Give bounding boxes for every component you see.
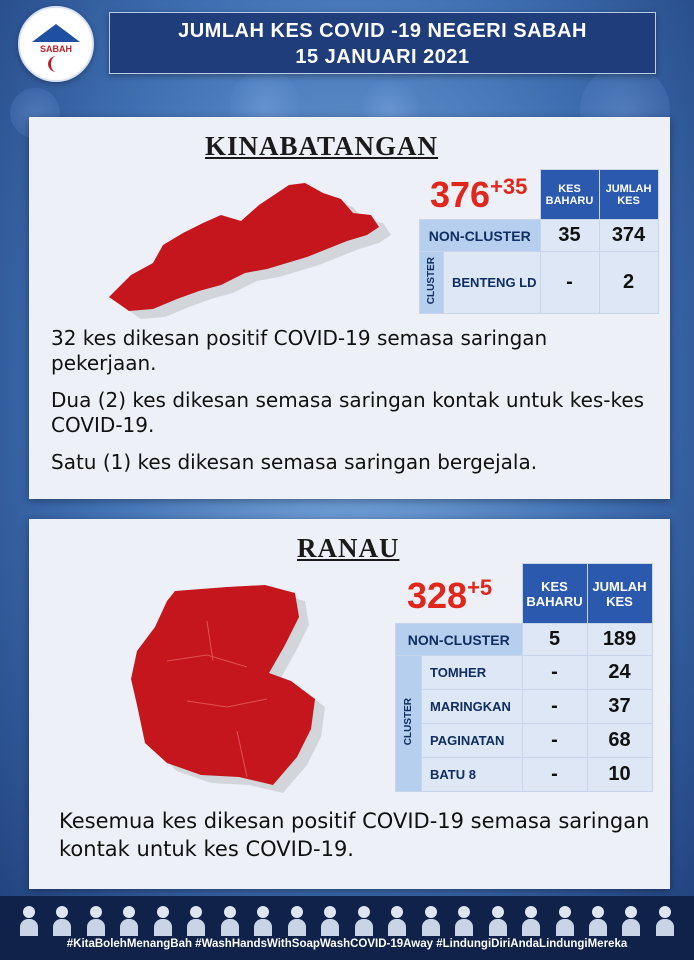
cluster-label: CLUSTER	[420, 252, 444, 314]
cluster-total: 2	[599, 252, 658, 314]
cluster-new: -	[522, 690, 587, 724]
sabah-health-logo	[18, 6, 94, 82]
cluster-name: BATU 8	[422, 758, 523, 792]
note-text: 32 kes dikesan positif COVID-19 semasa saringan pekerjaan.	[51, 326, 548, 375]
cluster-name: PAGINATAN	[422, 724, 523, 758]
person-icon	[589, 906, 607, 936]
page-title-banner	[109, 12, 656, 74]
hashtags: #KitaBolehMenangBah #WashHandsWithSoapWashCOVID-19Away #LindungiDiriAndaLindungiMereka	[66, 938, 628, 950]
kinabatangan-map	[91, 175, 391, 325]
case-table	[419, 169, 659, 314]
cluster-name: BENTENG LD	[444, 252, 541, 314]
person-icon	[489, 906, 507, 936]
person-icon	[656, 906, 674, 936]
district-title: RANAU	[297, 533, 400, 563]
person-icon	[422, 906, 440, 936]
cluster-name: TOMHER	[422, 656, 523, 690]
kinabatangan-panel	[29, 117, 670, 499]
person-icon	[53, 906, 71, 936]
note-text: Kesemua kes dikesan positif COVID-19 semasa saringan kontak untuk kes COVID-19.	[59, 809, 650, 861]
person-icon	[254, 906, 272, 936]
non-cluster-label: NON-CLUSTER	[396, 624, 523, 656]
new-count: +5	[467, 575, 493, 600]
person-icon	[556, 906, 574, 936]
district-title: KINABATANGAN	[205, 131, 439, 161]
non-cluster-label: NON-CLUSTER	[420, 220, 541, 252]
cluster-total: 24	[587, 656, 652, 690]
person-icon	[221, 906, 239, 936]
cluster-total: 10	[587, 758, 652, 792]
person-icon	[20, 906, 38, 936]
person-icon	[388, 906, 406, 936]
non-cluster-new: 35	[540, 220, 599, 252]
person-icon	[154, 906, 172, 936]
cluster-total: 68	[587, 724, 652, 758]
cluster-label: CLUSTER	[396, 656, 422, 792]
non-cluster-total: 189	[587, 624, 652, 656]
person-icon	[288, 906, 306, 936]
footer-banner	[0, 896, 694, 960]
col-new-header: KES BAHARU	[522, 564, 587, 624]
logo-text: SABAH	[39, 44, 72, 54]
col-new-header: KES BAHARU	[540, 170, 599, 220]
person-icon	[120, 906, 138, 936]
non-cluster-new: 5	[522, 624, 587, 656]
total-count: 328	[407, 575, 468, 616]
col-total-header: JUMLAH KES	[587, 564, 652, 624]
page-date: 15 JANUARI 2021	[295, 46, 470, 68]
note-text: Satu (1) kes dikesan semasa saringan bergejala.	[51, 450, 538, 474]
person-icon	[522, 906, 540, 936]
cluster-total: 37	[587, 690, 652, 724]
cluster-new: -	[522, 656, 587, 690]
swoosh-icon	[48, 56, 65, 72]
col-total-header: JUMLAH KES	[599, 170, 658, 220]
person-icon	[321, 906, 339, 936]
total-count: 376	[430, 174, 491, 215]
cluster-name: MARINGKAN	[422, 690, 523, 724]
page-title: JUMLAH KES COVID -19 NEGERI SABAH	[178, 20, 587, 42]
person-icon	[187, 906, 205, 936]
ranau-map	[127, 581, 327, 793]
person-icon	[622, 906, 640, 936]
note-text: Dua (2) kes dikesan semasa saringan kontak untuk kes-kes COVID-19.	[51, 388, 645, 437]
person-icon	[455, 906, 473, 936]
person-icon	[355, 906, 373, 936]
new-count: +35	[490, 174, 528, 199]
cluster-new: -	[540, 252, 599, 314]
person-icon	[87, 906, 105, 936]
cluster-new: -	[522, 724, 587, 758]
ranau-shape	[131, 585, 315, 785]
non-cluster-total: 374	[599, 220, 658, 252]
cluster-new: -	[522, 758, 587, 792]
case-table	[395, 563, 653, 792]
frontliners-illustration	[20, 900, 674, 936]
ranau-panel	[29, 519, 670, 889]
mountain-icon	[32, 24, 80, 42]
